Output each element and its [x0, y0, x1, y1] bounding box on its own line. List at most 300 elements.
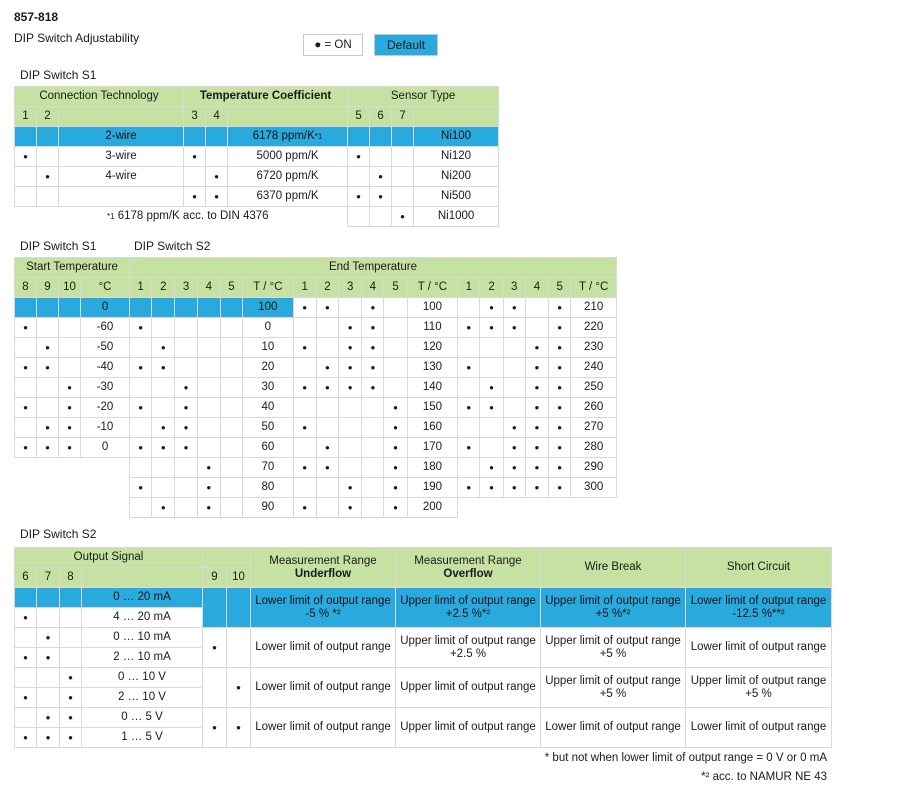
cell — [384, 338, 407, 358]
switch-number: 3 — [503, 278, 525, 298]
on-dot — [549, 318, 571, 338]
on-dot — [293, 298, 316, 318]
cell — [362, 478, 384, 498]
end-temp-value: 100 — [407, 298, 458, 318]
on-dot — [37, 338, 59, 358]
table-row — [15, 668, 832, 688]
table-row — [15, 628, 832, 648]
cell — [348, 207, 370, 227]
on-dot — [384, 438, 407, 458]
signal-value: 2 … 10 V — [82, 688, 203, 708]
header-blank — [414, 107, 499, 127]
cell — [480, 438, 503, 458]
switch-number: 5 — [220, 278, 242, 298]
on-dot — [197, 458, 220, 478]
on-dot — [458, 358, 480, 378]
group-start-temperature: Start Temperature — [15, 258, 130, 278]
end-temp-value: 190 — [407, 478, 458, 498]
cell — [480, 418, 503, 438]
cell — [384, 298, 407, 318]
table-row — [130, 418, 617, 438]
group-output-signal: Output Signal — [15, 548, 203, 568]
end-temp-value: 70 — [243, 458, 294, 478]
cell — [362, 458, 384, 478]
cell — [458, 298, 480, 318]
switch-number: 10 — [59, 278, 81, 298]
cell — [220, 458, 242, 478]
on-dot — [293, 418, 316, 438]
on-dot — [152, 358, 175, 378]
on-dot — [37, 628, 60, 648]
end-temp-value: 20 — [243, 358, 294, 378]
end-temp-value: 160 — [407, 418, 458, 438]
on-dot — [227, 708, 251, 748]
start-temp-value: 0 — [81, 298, 130, 318]
on-dot — [339, 338, 362, 358]
text-l2: -12.5 %**² — [732, 607, 785, 620]
on-dot — [184, 187, 206, 207]
start-temp-value: -30 — [81, 378, 130, 398]
switch-number: 1 — [293, 278, 316, 298]
cell — [15, 708, 37, 728]
table-row — [15, 298, 130, 318]
short-circuit-value — [686, 588, 832, 628]
end-temp-value: 290 — [571, 458, 617, 478]
cell — [362, 438, 384, 458]
on-dot — [525, 418, 548, 438]
s2end-title: DIP Switch S2 — [134, 239, 211, 253]
cell — [15, 187, 37, 207]
footnote-namur: *² acc. to NAMUR NE 43 — [701, 771, 827, 783]
coef-value: 5000 ppm/K — [228, 147, 348, 167]
end-temp-value: 60 — [243, 438, 294, 458]
on-dot — [549, 338, 571, 358]
cell — [220, 298, 242, 318]
on-dot — [362, 318, 384, 338]
header-blank — [203, 548, 251, 568]
text-l1: Upper limit of output range — [545, 634, 681, 647]
unit-header: T / °C — [407, 278, 458, 298]
signal-value: 0 … 5 V — [82, 708, 203, 728]
table-row — [15, 187, 499, 207]
s2out-title: DIP Switch S2 — [20, 527, 97, 541]
on-dot — [293, 498, 316, 518]
cell — [37, 318, 59, 338]
table-row — [130, 298, 617, 318]
group-connection-technology: Connection Technology — [15, 87, 184, 107]
cell — [316, 318, 338, 338]
on-dot — [316, 378, 338, 398]
header-blank — [82, 568, 203, 588]
sensor-value: Ni500 — [414, 187, 499, 207]
on-dot — [59, 418, 81, 438]
switch-number: 10 — [227, 568, 251, 588]
on-dot — [370, 167, 392, 187]
cell — [458, 378, 480, 398]
text-l2: +5 % — [745, 687, 772, 700]
table-row — [15, 338, 130, 358]
switch-number: 7 — [37, 568, 60, 588]
switch-number: 2 — [316, 278, 338, 298]
text-l1: Lower limit of output range — [255, 594, 391, 607]
cell — [220, 358, 242, 378]
header-wire-break: Wire Break — [541, 548, 686, 588]
on-dot — [15, 398, 37, 418]
switch-number: 5 — [348, 107, 370, 127]
cell — [59, 358, 81, 378]
on-dot — [15, 358, 37, 378]
header-overflow-l2: Overflow — [443, 567, 493, 580]
cell — [384, 378, 407, 398]
sensor-value: Ni200 — [414, 167, 499, 187]
conn-value: 4-wire — [59, 167, 184, 187]
coef-text: 6178 ppm/K — [252, 130, 315, 142]
cell — [503, 338, 525, 358]
on-dot — [339, 378, 362, 398]
on-dot — [60, 728, 82, 748]
cell — [130, 498, 152, 518]
on-dot — [175, 378, 197, 398]
switch-number: 2 — [480, 278, 503, 298]
end-temp-value: 90 — [243, 498, 294, 518]
cell — [60, 588, 82, 608]
switch-number: 8 — [60, 568, 82, 588]
cell — [59, 187, 184, 207]
cell — [37, 398, 59, 418]
switch-number: 7 — [392, 107, 414, 127]
on-dot — [37, 728, 60, 748]
end-temp-value: 270 — [571, 418, 617, 438]
on-dot — [503, 478, 525, 498]
on-dot — [525, 398, 548, 418]
cell — [37, 688, 60, 708]
on-dot — [37, 418, 59, 438]
cell — [197, 358, 220, 378]
table-row — [15, 318, 130, 338]
on-dot — [549, 378, 571, 398]
table-row — [15, 207, 499, 227]
end-temp-value: 100 — [243, 298, 294, 318]
cell — [370, 127, 392, 147]
on-dot — [458, 478, 480, 498]
end-temp-value: 170 — [407, 438, 458, 458]
on-dot — [316, 298, 338, 318]
cell — [293, 438, 316, 458]
cell — [152, 318, 175, 338]
cell — [503, 358, 525, 378]
on-dot — [480, 298, 503, 318]
overflow-value: Upper limit of output range — [396, 668, 541, 708]
on-dot — [549, 298, 571, 318]
end-temp-value: 30 — [243, 378, 294, 398]
on-dot — [15, 147, 37, 167]
product-number: 857-818 — [14, 10, 59, 24]
text-l2: -5 % *² — [305, 607, 341, 620]
cell — [220, 398, 242, 418]
on-dot — [458, 398, 480, 418]
on-dot — [458, 438, 480, 458]
cell — [197, 298, 220, 318]
underflow-value — [251, 588, 396, 628]
on-dot — [15, 318, 37, 338]
on-dot — [184, 147, 206, 167]
cell — [525, 318, 548, 338]
cell — [293, 318, 316, 338]
cell — [152, 458, 175, 478]
on-dot — [362, 378, 384, 398]
on-dot — [152, 498, 175, 518]
on-dot — [15, 608, 37, 628]
cell — [370, 207, 392, 227]
on-dot — [60, 668, 82, 688]
conn-value: 2-wire — [59, 127, 184, 147]
table-row — [130, 478, 617, 498]
on-dot — [293, 378, 316, 398]
end-temp-value: 180 — [407, 458, 458, 478]
table-row — [15, 398, 130, 418]
on-dot — [130, 438, 152, 458]
on-dot — [15, 728, 37, 748]
cell — [152, 398, 175, 418]
cell — [197, 318, 220, 338]
cell — [339, 418, 362, 438]
switch-number: 9 — [37, 278, 59, 298]
start-temp-value: -20 — [81, 398, 130, 418]
on-dot — [384, 418, 407, 438]
cell — [525, 298, 548, 318]
text-l1: Upper limit of output range — [690, 674, 827, 687]
cell — [293, 358, 316, 378]
cell — [503, 398, 525, 418]
on-dot — [525, 478, 548, 498]
cell — [37, 668, 60, 688]
on-dot — [37, 708, 60, 728]
switch-number: 4 — [525, 278, 548, 298]
wire-break-value — [541, 588, 686, 628]
cell — [392, 127, 414, 147]
switch-number: 6 — [15, 568, 37, 588]
start-temp-table — [14, 257, 130, 458]
table-row — [15, 418, 130, 438]
text-l1: Upper limit of output range — [545, 594, 681, 607]
signal-value: 0 … 20 mA — [82, 588, 203, 608]
on-dot — [503, 298, 525, 318]
on-dot — [384, 478, 407, 498]
sensor-value: Ni1000 — [414, 207, 499, 227]
text-l2: +2.5 % — [449, 647, 487, 660]
end-temp-value: 260 — [571, 398, 617, 418]
cell — [130, 418, 152, 438]
cell — [59, 338, 81, 358]
cell — [220, 438, 242, 458]
cell — [339, 458, 362, 478]
end-temp-value: 200 — [407, 498, 458, 518]
table-row — [130, 398, 617, 418]
cell — [220, 318, 242, 338]
cell — [15, 628, 37, 648]
table-row — [15, 708, 832, 728]
start-temp-value: -10 — [81, 418, 130, 438]
on-dot — [175, 418, 197, 438]
empty-cell — [458, 498, 617, 518]
page-subtitle: DIP Switch Adjustability — [14, 31, 140, 45]
table-row — [15, 167, 499, 187]
text-l1: Upper limit of output range — [400, 594, 536, 607]
on-dot — [458, 318, 480, 338]
cell — [197, 398, 220, 418]
unit-header: T / °C — [571, 278, 617, 298]
signal-value: 0 … 10 V — [82, 668, 203, 688]
s1-table — [14, 86, 499, 227]
cell — [392, 187, 414, 207]
table-row — [15, 588, 832, 608]
start-temp-value: -60 — [81, 318, 130, 338]
on-dot — [197, 478, 220, 498]
cell — [316, 398, 338, 418]
end-temp-value: 50 — [243, 418, 294, 438]
table-row — [15, 358, 130, 378]
on-dot — [37, 167, 59, 187]
wire-break-value — [541, 668, 686, 708]
cell — [152, 378, 175, 398]
start-temp-value: -40 — [81, 358, 130, 378]
overflow-value — [396, 628, 541, 668]
on-dot — [15, 688, 37, 708]
signal-value: 1 … 5 V — [82, 728, 203, 748]
on-dot — [59, 378, 81, 398]
on-dot — [549, 458, 571, 478]
end-temp-value: 140 — [407, 378, 458, 398]
cell — [15, 588, 37, 608]
cell — [175, 318, 197, 338]
overflow-value — [396, 588, 541, 628]
wire-break-value — [541, 628, 686, 668]
switch-number: 6 — [370, 107, 392, 127]
switch-number: 3 — [184, 107, 206, 127]
on-dot — [130, 478, 152, 498]
signal-value: 4 … 20 mA — [82, 608, 203, 628]
coef-value: 6370 ppm/K — [228, 187, 348, 207]
end-temp-value: 230 — [571, 338, 617, 358]
table-row — [130, 458, 617, 478]
switch-number: 8 — [15, 278, 37, 298]
cell — [15, 378, 37, 398]
switch-number: 3 — [175, 278, 197, 298]
on-dot — [339, 478, 362, 498]
cell — [130, 338, 152, 358]
cell — [175, 338, 197, 358]
cell — [206, 147, 228, 167]
on-dot — [480, 458, 503, 478]
on-dot — [130, 358, 152, 378]
switch-number: 1 — [15, 107, 37, 127]
table-row — [15, 378, 130, 398]
cell — [458, 418, 480, 438]
switch-number: 4 — [197, 278, 220, 298]
short-circuit-value: Lower limit of output range — [686, 628, 832, 668]
on-dot — [384, 458, 407, 478]
cell — [480, 358, 503, 378]
short-circuit-value — [686, 668, 832, 708]
cell — [130, 378, 152, 398]
cell — [227, 628, 251, 668]
group-sensor-type: Sensor Type — [348, 87, 499, 107]
end-temp-value: 300 — [571, 478, 617, 498]
on-dot — [362, 298, 384, 318]
cell — [175, 458, 197, 478]
on-dot — [480, 378, 503, 398]
cell — [130, 458, 152, 478]
on-dot — [37, 358, 59, 378]
on-dot — [348, 187, 370, 207]
header-underflow-l1: Measurement Range — [269, 554, 377, 567]
end-temp-value: 150 — [407, 398, 458, 418]
on-dot — [384, 398, 407, 418]
header-underflow — [251, 548, 396, 588]
on-dot — [130, 398, 152, 418]
header-blank — [59, 107, 184, 127]
end-temp-value: 120 — [407, 338, 458, 358]
on-dot — [152, 438, 175, 458]
conn-value: 3-wire — [59, 147, 184, 167]
cell — [60, 628, 82, 648]
underflow-value: Lower limit of output range — [251, 668, 396, 708]
on-dot — [37, 438, 59, 458]
table-row — [130, 378, 617, 398]
on-dot — [339, 498, 362, 518]
cell — [37, 588, 60, 608]
cell — [60, 608, 82, 628]
on-dot — [362, 358, 384, 378]
switch-number: 9 — [203, 568, 227, 588]
cell — [60, 648, 82, 668]
cell — [59, 298, 81, 318]
switch-number: 1 — [458, 278, 480, 298]
on-dot — [206, 187, 228, 207]
cell — [15, 338, 37, 358]
cell — [293, 398, 316, 418]
cell — [37, 147, 59, 167]
cell — [458, 458, 480, 478]
switch-number: 5 — [549, 278, 571, 298]
cell — [220, 498, 242, 518]
wire-break-value: Lower limit of output range — [541, 708, 686, 748]
on-dot — [60, 708, 82, 728]
cell — [392, 147, 414, 167]
cell — [197, 418, 220, 438]
overflow-value: Upper limit of output range — [396, 708, 541, 748]
cell — [15, 668, 37, 688]
table-row — [15, 127, 499, 147]
on-dot — [15, 648, 37, 668]
cell — [220, 418, 242, 438]
cell — [37, 187, 59, 207]
text-l2: +2.5 %*² — [445, 607, 491, 620]
text-l1: Lower limit of output range — [690, 594, 827, 607]
cell — [184, 127, 206, 147]
output-signal-table — [14, 547, 832, 748]
cell — [37, 378, 59, 398]
on-dot — [59, 438, 81, 458]
table-row — [130, 498, 617, 518]
cell — [316, 478, 338, 498]
end-temp-value: 0 — [243, 318, 294, 338]
cell — [184, 167, 206, 187]
on-dot — [60, 688, 82, 708]
cell — [293, 478, 316, 498]
cell — [203, 588, 227, 628]
on-dot — [316, 458, 338, 478]
